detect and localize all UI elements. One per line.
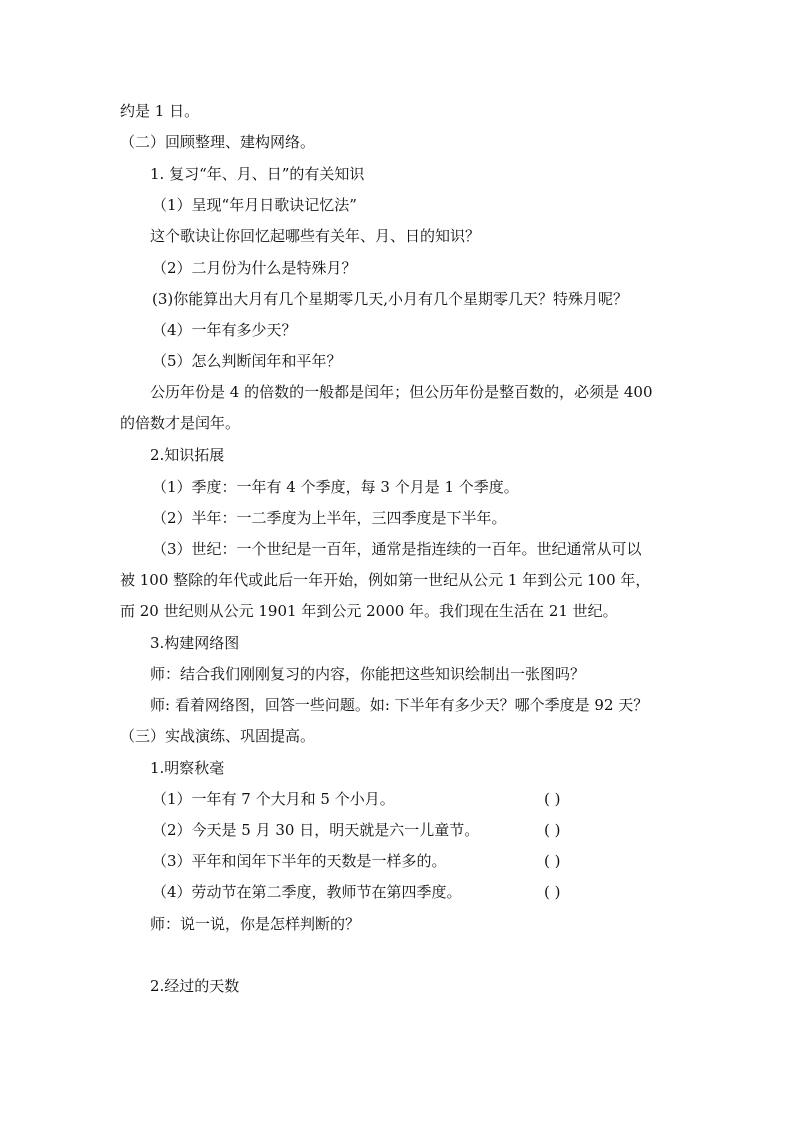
section-heading: （二）回顾整理、建构网络。 <box>120 133 316 151</box>
text-line: (3)你能算出大月有几个星期零几天,小月有几个星期零几天？特殊月呢？ <box>152 290 629 308</box>
subsection-heading: 1. 复习“年、月、日”的有关知识 <box>150 165 365 183</box>
text-line: （4）一年有多少天？ <box>152 321 297 339</box>
answer-bracket: ( ) <box>544 790 561 808</box>
judgment-item: （1）一年有 7 个大月和 5 个小月。 <box>152 790 395 808</box>
text-line: 被 100 整除的年代或此后一年开始，例如第一世纪从公元 1 年到公元 100 年， <box>120 571 651 589</box>
text-line: 师：说一说，你是怎样判断的？ <box>150 915 361 933</box>
answer-bracket: ( ) <box>544 883 561 901</box>
text-line: 师：结合我们刚刚复习的内容，你能把这些知识绘制出一张图吗？ <box>150 665 586 683</box>
text-line: （2）半年：一二季度为上半年，三四季度是下半年。 <box>152 509 507 527</box>
text-line: 约是 1 日。 <box>120 102 200 120</box>
text-line: 师: 看着网络图，回答一些问题。如: 下半年有多少天？哪个季度是 92 天？ <box>150 696 649 714</box>
text-line: 这个歌诀让你回忆起哪些有关年、月、日的知识？ <box>150 227 481 245</box>
text-line: 的倍数才是闰年。 <box>120 414 241 432</box>
section-heading: （三）实战演练、巩固提高。 <box>120 727 316 745</box>
text-line: （1）季度：一年有 4 个季度，每 3 个月是 1 个季度。 <box>152 478 519 496</box>
text-line: 公历年份是 4 的倍数的一般都是闰年；但公历年份是整百数的，必须是 400 <box>150 383 653 401</box>
text-line: 而 20 世纪则从公元 1901 年到公元 2000 年。我们现在生活在 21 世纪。 <box>120 602 618 620</box>
subsection-heading: 2.知识拓展 <box>150 446 225 464</box>
judgment-item: （2）今天是 5 月 30 日，明天就是六一儿童节。 <box>152 821 480 839</box>
subsection-heading: 3.构建网络图 <box>150 634 240 652</box>
answer-bracket: ( ) <box>544 821 561 839</box>
text-line: （3）世纪：一个世纪是一百年，通常是指连续的一百年。世纪通常从可以 <box>152 540 642 558</box>
answer-bracket: ( ) <box>544 852 561 870</box>
subsection-heading: 2.经过的天数 <box>150 977 240 995</box>
text-line: （1）呈现“年月日歌诀记忆法” <box>152 196 357 214</box>
text-line: （5）怎么判断闰年和平年？ <box>152 352 342 370</box>
text-line: （2）二月份为什么是特殊月？ <box>152 259 357 277</box>
judgment-item: （3）平年和闰年下半年的天数是一样多的。 <box>152 852 447 870</box>
subsection-heading: 1.明察秋毫 <box>150 759 225 777</box>
judgment-item: （4）劳动节在第二季度，教师节在第四季度。 <box>152 883 462 901</box>
